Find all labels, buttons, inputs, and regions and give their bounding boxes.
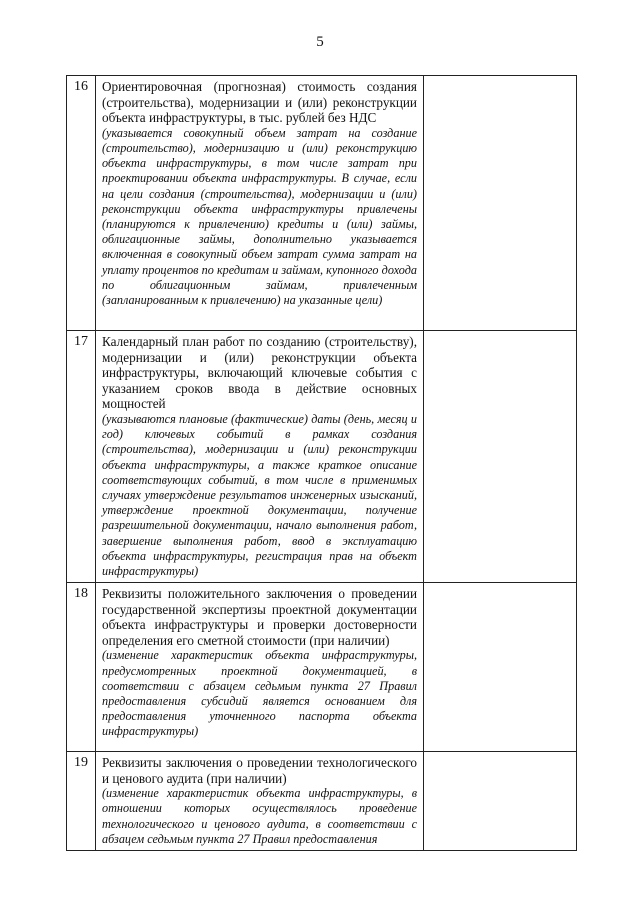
row-description [96, 583, 424, 752]
table-row [67, 76, 577, 331]
row-number: 17 [67, 331, 96, 583]
table-row [67, 331, 577, 583]
row-title: Реквизиты положительного заключения о проведении государственной экспертизы проектной документации объекта инфраструктуры и проверки достоверности определения его сметной стоимости (при наличии) [102, 586, 417, 648]
row-note: (изменение характеристик объекта инфраструктуры, в отношении которых осуществлялось проведение технологического и ценового аудита, в соответствии с абзацем седьмым пункта 27 Правил предоставления [102, 786, 417, 846]
row-note: (изменение характеристик объекта инфраструктуры, предусмотренных проектной документацией, в соответствии с абзацем седьмым пункта 27 Правил предоставления субсидий является основанием для предоставления уточненного паспорта объекта инфраструктуры) [102, 648, 417, 739]
row-note: (указывается совокупный объем затрат на создание (строительство), модернизацию и (или) реконструкцию объекта инфраструктуры, в том числе затрат при проектировании объекта инфраструктуры. В случае, если на цели создания (строительства), модернизации и (или) реконструкции объекта инфраструктуры привлечены (планируются к привлечению) кредиты и (или) займы, облигационные займы, дополнительно указывается включенная в совокупный объем затрат сумма затрат на уплату процентов по кредитам и займам, купонного дохода по облигационным займам, привлеченным (запланированным к привлечению) на указанные цели) [102, 125, 417, 308]
row-value-cell[interactable] [424, 331, 577, 583]
row-description [96, 752, 424, 851]
row-note: (указываются плановые (фактические) даты (день, месяц и год) ключевых событий в рамках создания (строительства), модернизации и (или) реконструкции объекта инфраструктуры, а также краткое описание соответствующих событий, в том числе в применимых случаях утверждение результатов инженерных изысканий, утверждение проектной документации, получение разрешительной документации, начало выполнения работ, завершение выполнения работ, ввод в эксплуатацию объекта инфраструктуры, регистрация прав на объект инфраструктуры) [102, 411, 417, 578]
row-number: 16 [67, 76, 96, 331]
row-number: 18 [67, 583, 96, 752]
row-title: Календарный план работ по созданию (строительству), модернизации и (или) реконструкции объекта инфраструктуры, включающий ключевые события с указанием сроков ввода в действие основных мощностей [102, 334, 417, 412]
table-row [67, 583, 577, 752]
row-description [96, 76, 424, 331]
row-title: Реквизиты заключения о проведении технологического и ценового аудита (при наличии) [102, 755, 417, 786]
row-value-cell[interactable] [424, 583, 577, 752]
table-row [67, 752, 577, 851]
row-value-cell[interactable] [424, 752, 577, 851]
row-value-cell[interactable] [424, 76, 577, 331]
passport-table [66, 75, 577, 851]
page-number: 5 [316, 34, 324, 50]
row-title: Ориентировочная (прогнозная) стоимость создания (строительства), модернизации и (или) реконструкции объекта инфраструктуры, в тыс. рублей без НДС [102, 79, 417, 126]
row-description [96, 331, 424, 583]
row-number: 19 [67, 752, 96, 851]
